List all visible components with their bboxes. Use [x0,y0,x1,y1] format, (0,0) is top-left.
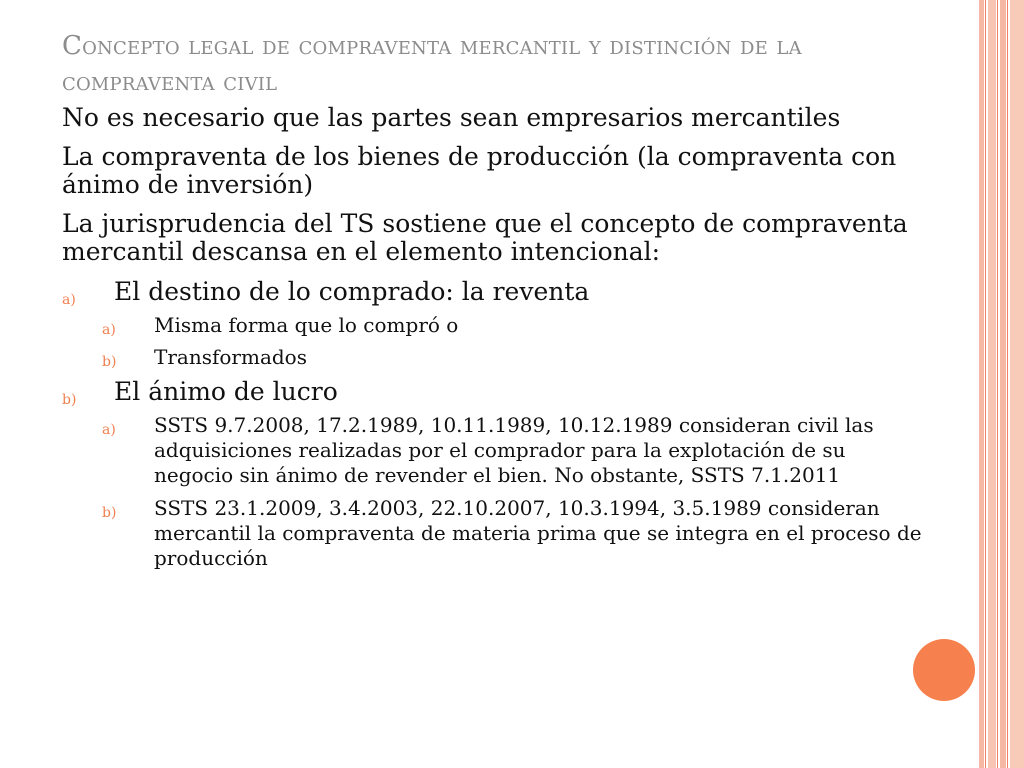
paragraph: No es necesario que las partes sean empresarios mercantiles [62,103,841,132]
decorative-stripe [979,0,984,768]
list-marker: b) [102,354,117,370]
sub-list-item-text: Transformados [154,345,307,369]
decorative-stripe [1000,0,1006,768]
sub-list-item [102,313,922,337]
list-item-text: El destino de lo comprado: la reventa [114,277,590,306]
sub-list-item-text: SSTS 9.7.2008, 17.2.1989, 10.11.1989, 10.12.1989 consideran civil las adquisiciones realizadas por el comprador para la explotación de su negocio sin ánimo de revender el bien. No obstante, SSTS 7.1.2011 [154,413,874,487]
decorative-stripe-line [1007,0,1008,768]
sub-list-item-text: Misma forma que lo compró o [154,313,459,337]
paragraph: La compraventa de los bienes de producción (la compraventa con ánimo de inversión) [62,142,897,199]
decorative-stripe-line [997,0,998,768]
list-marker: a) [62,292,76,308]
list-item-text: El ánimo de lucro [114,377,338,406]
decorative-stripe [988,0,996,768]
sub-list-item [102,413,922,488]
list-item [62,377,922,407]
list-marker: a) [102,422,116,438]
paragraph: La jurisprudencia del TS sostiene que el concepto de compraventa mercantil descansa en el elemento intencional: [62,209,908,266]
slide-title: Concepto legal de compraventa mercantil y distinción de la compraventa civil [62,31,802,97]
list-marker: b) [62,392,77,408]
list-marker: a) [102,322,116,338]
decorative-stripe [1010,0,1024,768]
sub-list-item [102,496,922,571]
list-marker: b) [102,505,117,521]
slide-body [62,104,922,579]
orange-circle-decoration [913,639,975,701]
decorative-stripe-line [985,0,986,768]
list-item [62,277,922,307]
sub-list-item-text: SSTS 23.1.2009, 3.4.2003, 22.10.2007, 10.3.1994, 3.5.1989 consideran mercantil la compraventa de materia prima que se integra en el proceso de producción [154,496,922,570]
sub-list-item [102,345,922,369]
